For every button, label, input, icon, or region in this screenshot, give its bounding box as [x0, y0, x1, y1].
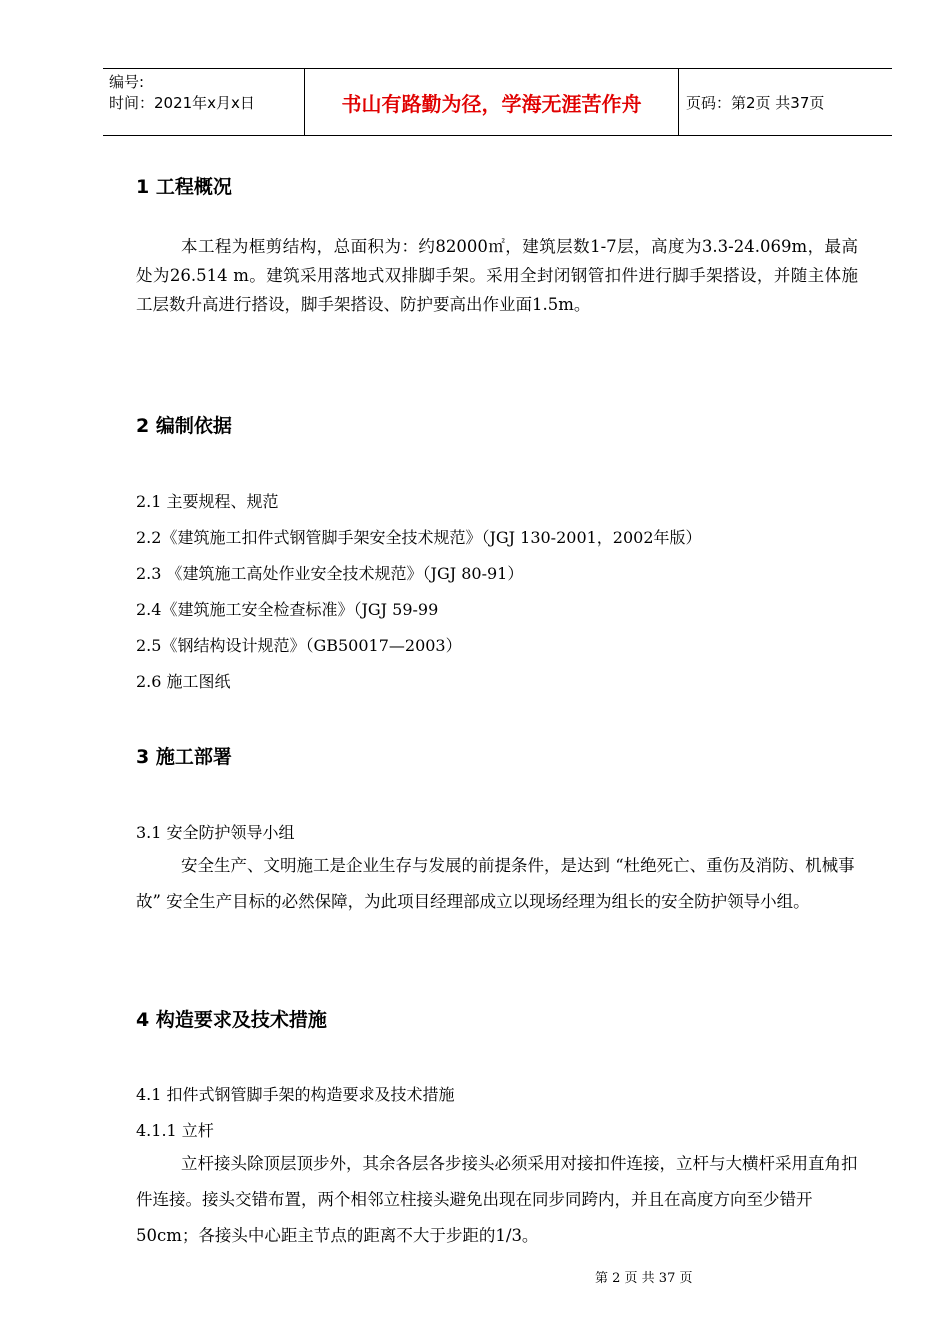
page-header: [103, 68, 892, 136]
basis-item: 2.6 施工图纸: [136, 672, 231, 691]
section-title-2: 2 编制依据: [136, 415, 232, 437]
basis-item: 2.1 主要规程、规范: [136, 492, 279, 511]
section-4-body: 立杆接头除顶层顶步外，其余各层各步接头必须采用对接扣件连接，立杆与大横杆采用直角扣件连接。接头交错布置，两个相邻立柱接头避免出现在同步同跨内，并且在高度方向至少错开50cm；各接头中心距主节点的距离不大于步距的1/3。: [136, 1154, 858, 1245]
section-4-sub-subtitle: 4.1.1 立杆: [136, 1121, 214, 1140]
page-footer: 第 2 页 共 37 页: [595, 1271, 693, 1286]
section-title-1: 1 工程概况: [136, 176, 232, 198]
section-title-3: 3 施工部署: [136, 746, 232, 768]
section-4-subtitle: 4.1 扣件式钢管脚手架的构造要求及技术措施: [136, 1085, 455, 1104]
time-label: 时间：2021年x月x日: [109, 94, 255, 112]
basis-item: 2.3 《建筑施工高处作业安全技术规范》（JGJ 80-91）: [136, 564, 524, 583]
header-motto: 书山有路勤为径，学海无涯苦作舟: [304, 69, 679, 135]
section-3-subtitle: 3.1 安全防护领导小组: [136, 823, 295, 842]
basis-item: 2.4《建筑施工安全检查标准》（JGJ 59-99: [136, 600, 439, 619]
header-page-info: 页码：第2页 共37页: [686, 93, 825, 112]
number-label: 编号:: [109, 73, 145, 91]
section-1-body: 本工程为框剪结构，总面积为：约82000㎡，建筑层数1-7层，高度为3.3-24.069m，最高处为26.514 m。建筑采用落地式双排脚手架。采用全封闭钢管扣件进行脚手架搭设，并随主体施工层数升高进行搭设，脚手架搭设、防护要高出作业面1.5m。: [136, 237, 858, 314]
basis-item: 2.2《建筑施工扣件式钢管脚手架安全技术规范》（JGJ 130-2001，2002年版）: [136, 528, 702, 547]
header-meta: [103, 69, 303, 135]
basis-item: 2.5《钢结构设计规范》（GB50017—2003）: [136, 636, 462, 655]
section-title-4: 4 构造要求及技术措施: [136, 1009, 327, 1031]
section-3-body: 安全生产、文明施工是企业生存与发展的前提条件，是达到 “杜绝死亡、重伤及消防、机械事故” 安全生产目标的必然保障，为此项目经理部成立以现场经理为组长的安全防护领导小组。: [136, 856, 855, 911]
